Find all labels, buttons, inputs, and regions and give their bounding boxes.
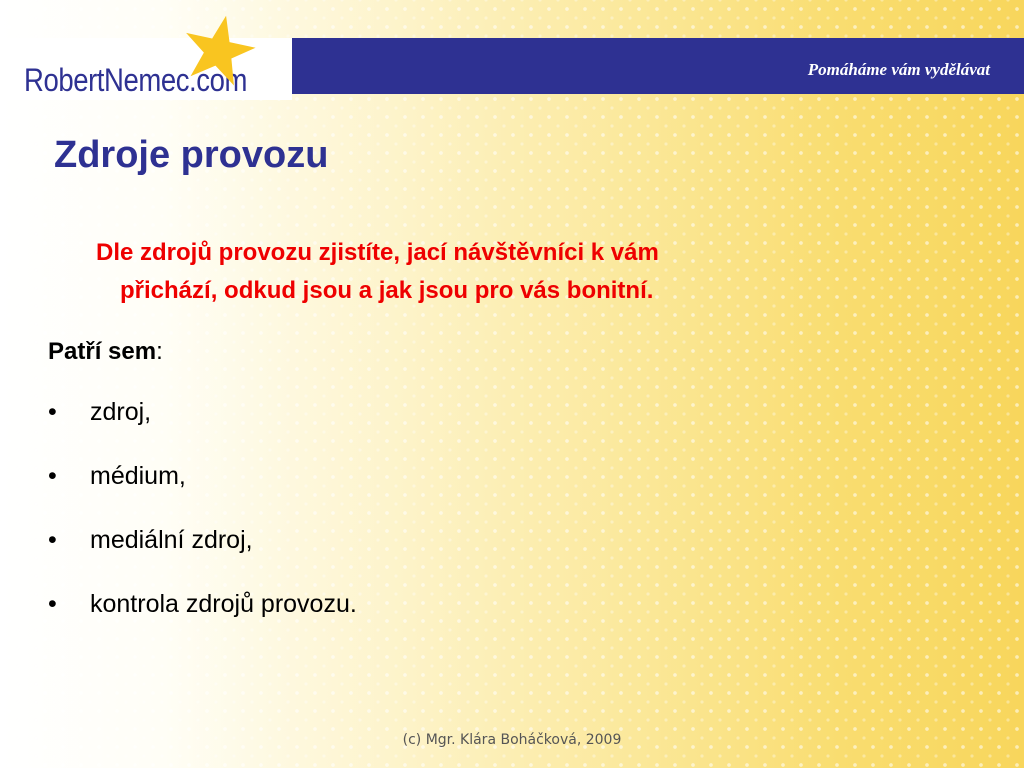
bullet-icon: • — [48, 398, 57, 426]
logo-text: RobertNemec.com — [24, 62, 247, 98]
bullet-icon: • — [48, 526, 57, 554]
list-heading-label: Patří sem — [48, 338, 157, 365]
list-item — [48, 588, 357, 652]
list-heading — [48, 338, 163, 366]
list-item-text: médium, — [90, 462, 186, 490]
intro-line-2: přichází, odkud jsou a jak jsou pro vás bonitní. — [120, 277, 654, 304]
bullet-icon: • — [48, 462, 57, 490]
list-item-text: zdroj, — [90, 398, 152, 426]
list-item — [48, 524, 357, 588]
list-item — [48, 460, 357, 524]
page-title: Zdroje provozu — [54, 134, 329, 176]
footer-copyright: (c) Mgr. Klára Boháčková, 2009 — [402, 732, 622, 748]
list-item-text: kontrola zdrojů provozu. — [90, 590, 357, 618]
intro-text — [96, 234, 916, 310]
list-item-text: mediální zdroj, — [90, 526, 253, 554]
bullet-list — [48, 396, 357, 652]
list-heading-colon: : — [156, 338, 163, 365]
list-item — [48, 396, 357, 460]
star-icon — [182, 12, 256, 86]
bullet-icon: • — [48, 590, 57, 618]
intro-line-1: Dle zdrojů provozu zjistíte, jací návštěvníci k vám — [96, 239, 659, 266]
header-tagline: Pomáháme vám vydělávat — [807, 60, 990, 79]
